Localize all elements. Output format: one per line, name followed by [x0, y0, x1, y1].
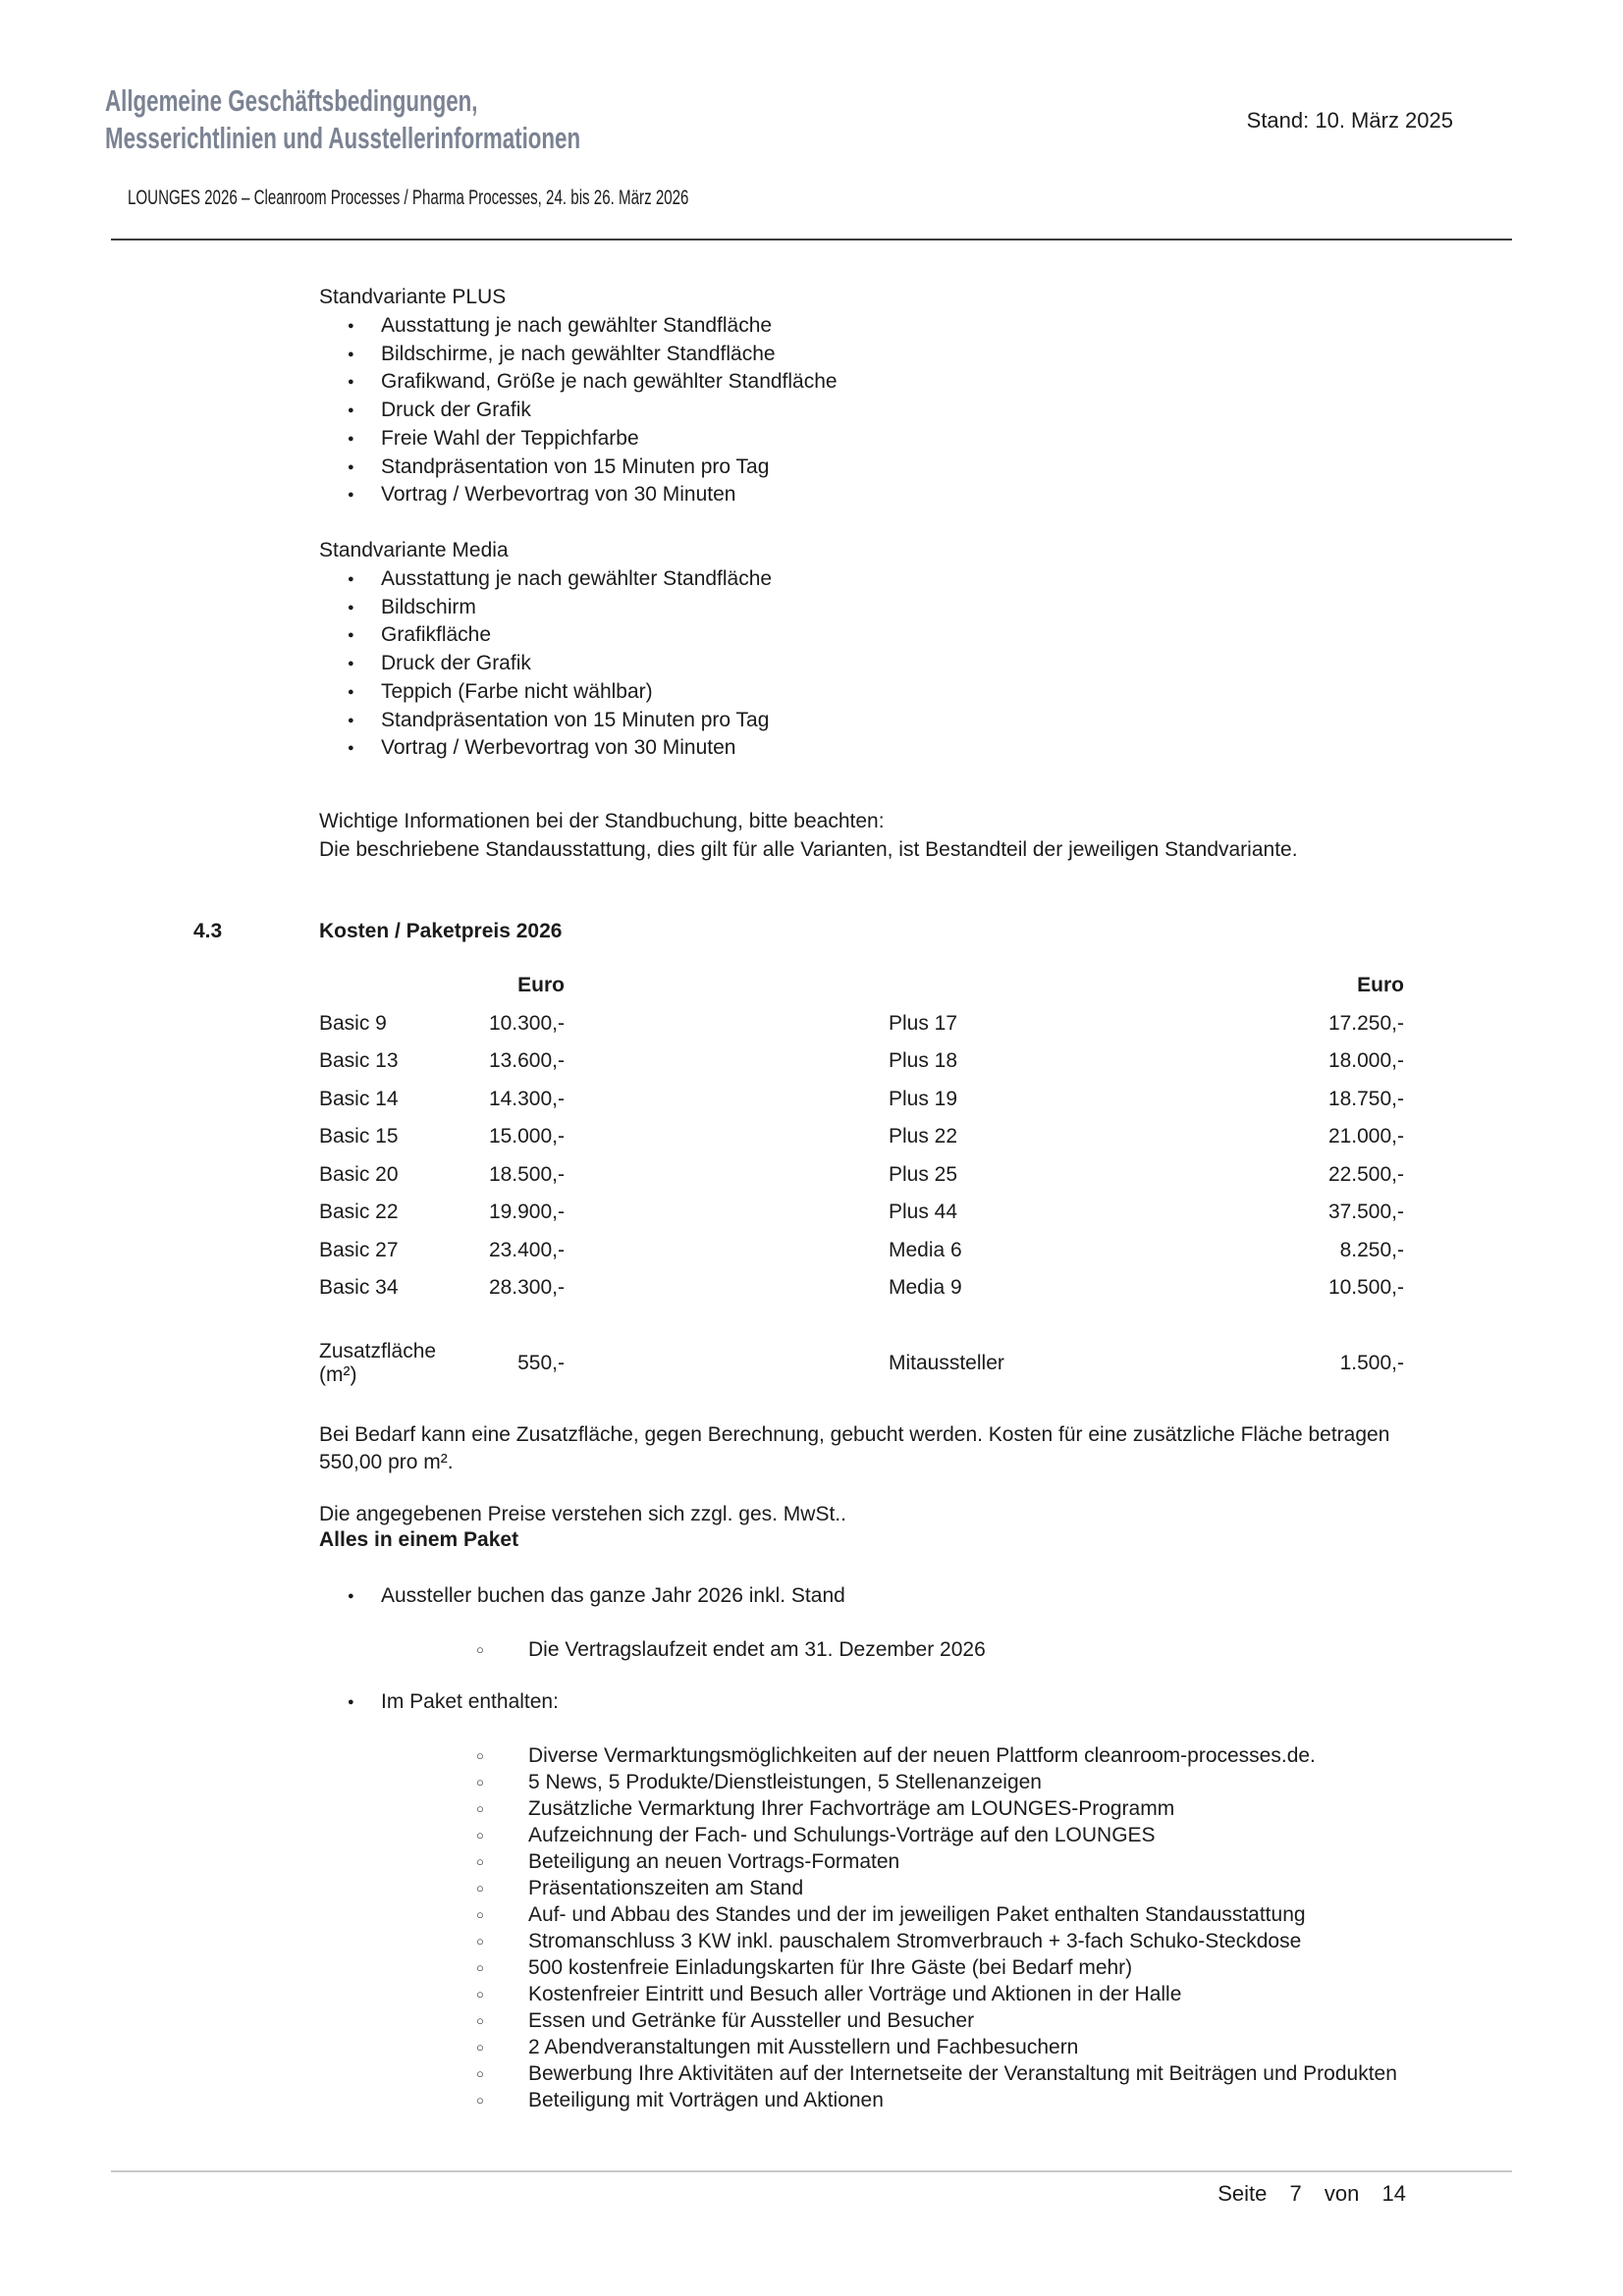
list-item: ○ 500 kostenfreie Einladungskarten für Ihre Gäste (bei Bedarf mehr) [319, 1954, 1397, 1981]
list-item: ● Druck der Grafik [319, 397, 838, 425]
list-item: ○ Stromanschluss 3 KW inkl. pauschalem Stromverbrauch + 3-fach Schuko-Steckdose [319, 1928, 1397, 1954]
standvariante-media-list-wrap [319, 565, 772, 763]
page-footer [1217, 2181, 1406, 2207]
document-title [105, 82, 580, 157]
booking-bullet-list [319, 1582, 845, 1610]
price-row-label: Plus 19 [889, 1087, 958, 1110]
list-item: ○ Beteiligung an neuen Vortrags-Formaten [319, 1848, 1397, 1875]
price-row-value: 18.500,- [488, 1162, 565, 1186]
price-row-value: 37.500,- [1327, 1201, 1404, 1224]
section-standvariante-media [319, 540, 509, 561]
price-row-label: Basic 22 [319, 1201, 399, 1224]
price-row-label: Plus 17 [889, 1011, 958, 1035]
standvariante-plus-heading: Standvariante PLUS [319, 286, 507, 308]
list-item: ○ 2 Abendveranstaltungen mit Ausstellern und Fachbesuchern [319, 2034, 1397, 2060]
list-item: ● Aussteller buchen das ganze Jahr 2026 inkl. Stand [319, 1582, 845, 1610]
price-row-value: 8.250,- [1339, 1238, 1404, 1261]
standvariante-media-heading: Standvariante Media [319, 539, 509, 561]
included-bullet-wrap [319, 1688, 559, 1716]
currency-header-left: Euro [517, 974, 565, 997]
vat-block [319, 1502, 846, 1553]
price-row-label: Basic 14 [319, 1087, 399, 1110]
document-title-line1: Allgemeine Geschäftsbedingungen, [105, 83, 478, 118]
price-row-label: Basic 15 [319, 1125, 399, 1148]
list-item: ● Vortrag / Werbevortrag von 30 Minuten [319, 481, 838, 509]
booking-notice-line2: Die beschriebene Standausstattung, dies gilt für alle Varianten, ist Bestandteil der jeweiligen Standvariante. [319, 838, 1298, 861]
list-item: ● Grafikfläche [319, 621, 772, 650]
list-item: ○ Auf- und Abbau des Standes und der im jeweiligen Paket enthalten Standausstattung [319, 1901, 1397, 1928]
footer-divider [111, 2170, 1512, 2172]
price-row-value: 13.600,- [488, 1049, 565, 1073]
standvariante-media-list [319, 565, 772, 763]
list-item: ● Druck der Grafik [319, 650, 772, 678]
price-row-value: 22.500,- [1327, 1162, 1404, 1186]
standvariante-plus-list-wrap [319, 312, 838, 509]
list-item: ● Grafikwand, Größe je nach gewählter Standfläche [319, 368, 838, 397]
list-item: ○ 5 News, 5 Produkte/Dienstleistungen, 5 Stellenanzeigen [319, 1769, 1397, 1795]
price-row-label: Plus 18 [889, 1049, 958, 1073]
price-row-label: Plus 25 [889, 1162, 958, 1186]
price-row-label: Basic 13 [319, 1049, 399, 1073]
footer-of-label: von [1324, 2181, 1360, 2206]
footer-page-number: 7 [1289, 2181, 1302, 2206]
price-row-label: Basic 34 [319, 1276, 399, 1300]
price-row-value: 10.500,- [1327, 1276, 1404, 1300]
price-row-value: 15.000,- [488, 1125, 565, 1148]
booking-bullet-wrap [319, 1582, 845, 1610]
list-item: ● Vortrag / Werbevortrag von 30 Minuten [319, 734, 772, 763]
price-row-label: Basic 9 [319, 1011, 387, 1035]
price-row-value: 23.400,- [488, 1238, 565, 1261]
co-exhibitor-price: 1.500,- [1339, 1352, 1404, 1375]
currency-header-right: Euro [1357, 974, 1404, 997]
section-standvariante-plus [319, 287, 506, 308]
price-row-value: 18.750,- [1327, 1087, 1404, 1110]
package-items-wrap [319, 1742, 1397, 2113]
pricing-heading: Kosten / Paketpreis 2026 [319, 920, 563, 942]
list-item: ○ Essen und Getränke für Aussteller und Besucher [319, 2007, 1397, 2034]
price-row-value: 28.300,- [488, 1276, 565, 1300]
co-exhibitor-label: Mitaussteller [889, 1352, 1004, 1375]
price-table [319, 967, 1404, 1387]
price-row-label: Media 6 [889, 1238, 962, 1261]
extra-area-price: 550,- [517, 1352, 565, 1375]
price-row-label: Media 9 [889, 1276, 962, 1300]
extra-area-label: Zusatzfläche (m²) [319, 1340, 437, 1387]
list-item: ● Freie Wahl der Teppichfarbe [319, 425, 838, 454]
package-heading: Alles in einem Paket [319, 1528, 519, 1551]
footer-total-pages: 14 [1381, 2181, 1406, 2206]
package-items-list [319, 1742, 1397, 2113]
list-item: ○ Aufzeichnung der Fach- und Schulungs-Vorträge auf den LOUNGES [319, 1822, 1397, 1848]
contract-subbullet-wrap [319, 1636, 986, 1663]
list-item: ○ Präsentationszeiten am Stand [319, 1875, 1397, 1901]
price-row-value: 21.000,- [1327, 1125, 1404, 1148]
list-item: ● Ausstattung je nach gewählter Standfläche [319, 312, 838, 341]
document-title-line2: Messerichtlinien und Ausstellerinformationen [105, 121, 581, 155]
price-row-value: 14.300,- [488, 1087, 565, 1110]
price-row-label: Basic 27 [319, 1238, 399, 1261]
list-item: ○ Bewerbung Ihre Aktivitäten auf der Internetseite der Veranstaltung mit Beiträgen und Produkten [319, 2060, 1397, 2087]
list-item: ○ Die Vertragslaufzeit endet am 31. Dezember 2026 [319, 1636, 986, 1663]
included-bullet-list [319, 1688, 559, 1716]
contract-subbullet-list [319, 1636, 986, 1663]
list-item: ● Standpräsentation von 15 Minuten pro Tag [319, 707, 772, 735]
list-item: ● Teppich (Farbe nicht wählbar) [319, 678, 772, 707]
standvariante-plus-list [319, 312, 838, 509]
vat-note: Die angegebenen Preise verstehen sich zzgl. ges. MwSt.. [319, 1503, 846, 1525]
list-item: ● Im Paket enthalten: [319, 1688, 559, 1716]
price-row-value: 18.000,- [1327, 1049, 1404, 1073]
list-item: ● Bildschirm [319, 594, 772, 622]
price-row-value: 10.300,- [488, 1011, 565, 1035]
header-divider [111, 239, 1512, 240]
booking-notice [319, 807, 1298, 864]
event-subtitle: LOUNGES 2026 – Cleanroom Processes / Pharma Processes, 24. bis 26. März 2026 [128, 187, 689, 209]
list-item: ○ Beteiligung mit Vorträgen und Aktionen [319, 2087, 1397, 2113]
price-row-label: Plus 22 [889, 1125, 958, 1148]
list-item: ○ Diverse Vermarktungsmöglichkeiten auf der neuen Plattform cleanroom-processes.de. [319, 1742, 1397, 1769]
additional-area-note: Bei Bedarf kann eine Zusatzfläche, gegen Berechnung, gebucht werden. Kosten für eine zusätzliche Fläche betragen 550,00 pro m². [319, 1423, 1390, 1473]
price-row-label: Basic 20 [319, 1162, 399, 1186]
price-row-value: 17.250,- [1327, 1011, 1404, 1035]
section-number: 4.3 [193, 920, 223, 942]
price-row-label: Plus 44 [889, 1201, 958, 1224]
list-item: ● Standpräsentation von 15 Minuten pro Tag [319, 454, 838, 482]
booking-notice-line1: Wichtige Informationen bei der Standbuchung, bitte beachten: [319, 810, 885, 832]
revision-date: Stand: 10. März 2025 [1246, 108, 1453, 133]
list-item: ● Bildschirme, je nach gewählter Standfläche [319, 341, 838, 369]
price-row-value: 19.900,- [488, 1201, 565, 1224]
list-item: ● Ausstattung je nach gewählter Standfläche [319, 565, 772, 594]
footer-page-label: Seite [1217, 2181, 1268, 2206]
list-item: ○ Zusätzliche Vermarktung Ihrer Fachvorträge am LOUNGES-Programm [319, 1795, 1397, 1822]
list-item: ○ Kostenfreier Eintritt und Besuch aller Vorträge und Aktionen in der Halle [319, 1981, 1397, 2007]
